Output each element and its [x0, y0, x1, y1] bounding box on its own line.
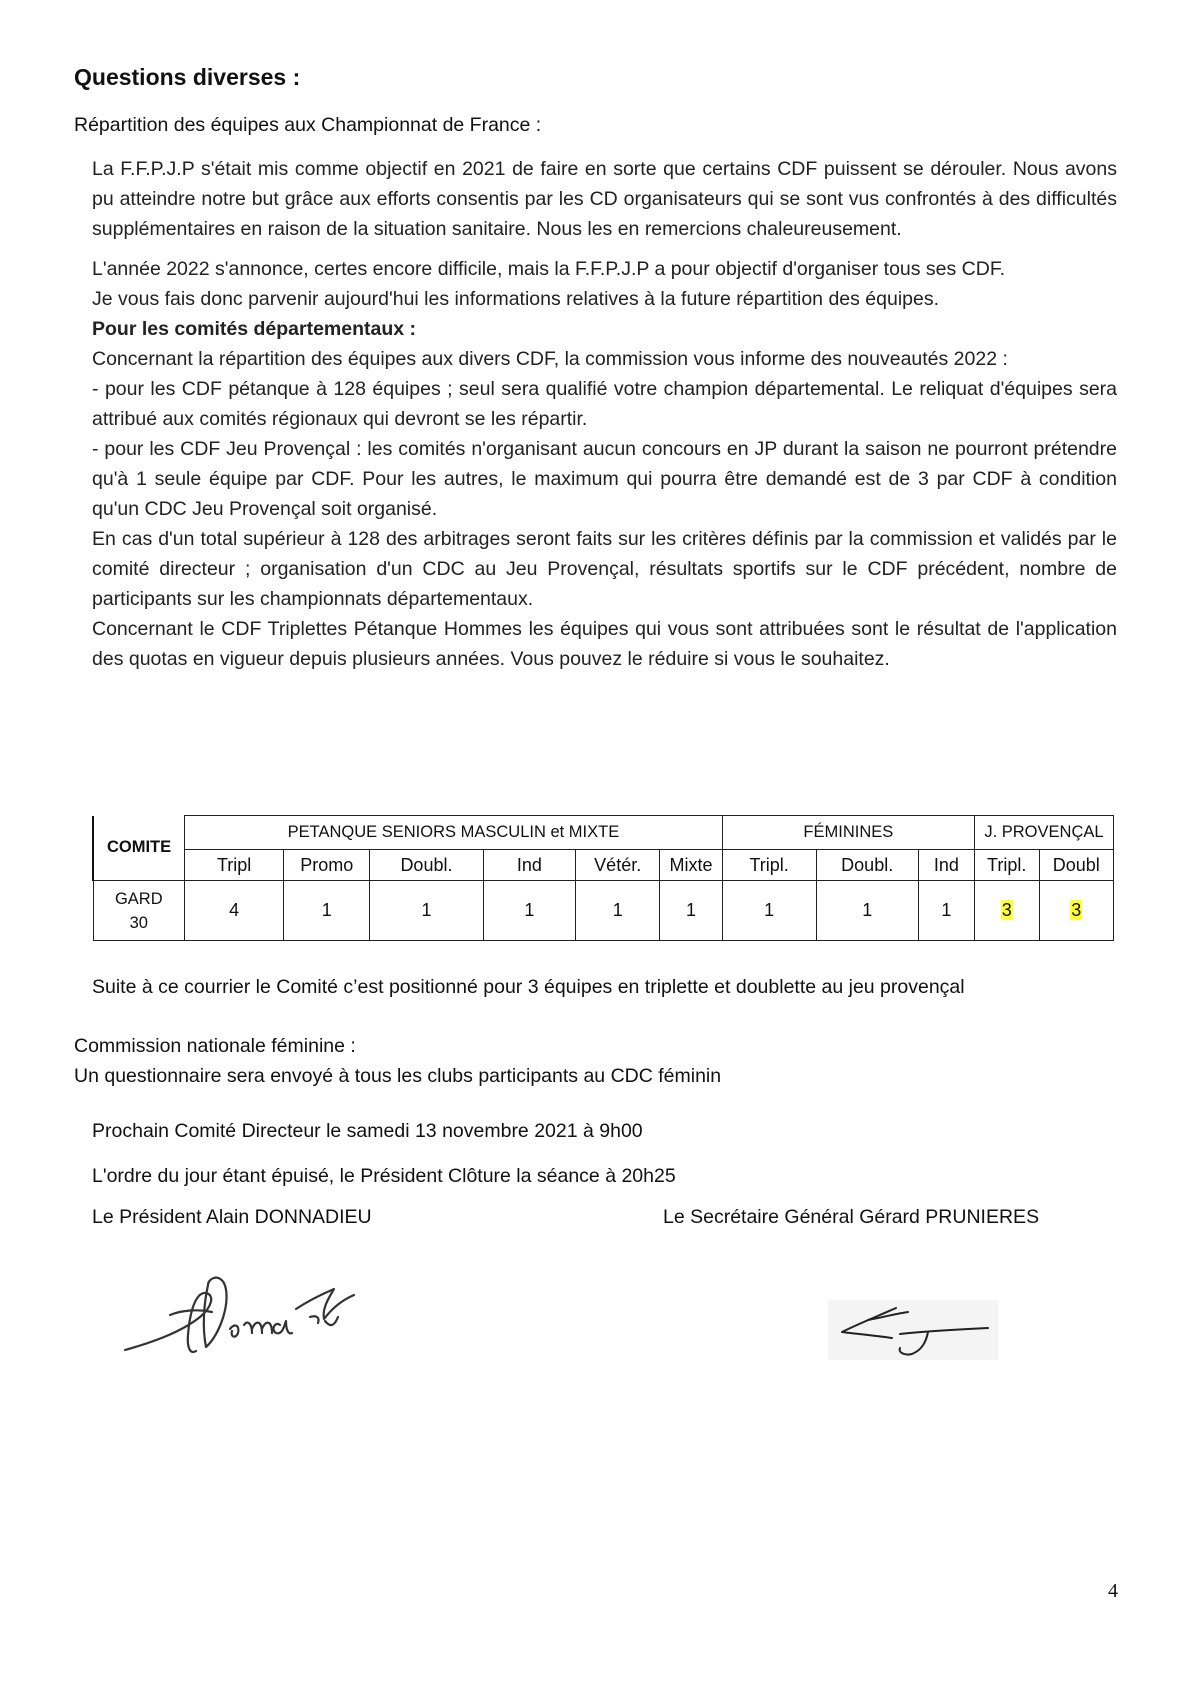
paragraph-triplettes-hommes: Concernant le CDF Triplettes Pétanque Hommes les équipes qui vous sont attribuées sont le résultat de l'application des quotas en vigueur depuis plusieurs années. Vous pouvez le réduire si vous le souhaitez. [92, 618, 1117, 670]
feminine-commission-text: Un questionnaire sera envoyé à tous les clubs participants au CDC féminin [74, 1065, 722, 1087]
table-cell: 1 [918, 881, 974, 941]
table-cell: 1 [816, 881, 918, 941]
next-meeting: Prochain Comité Directeur le samedi 13 novembre 2021 à 9h00 [92, 1120, 643, 1142]
body-text [92, 154, 1117, 674]
table-cell: 1 [722, 881, 816, 941]
group-petanque-seniors: PETANQUE SENIORS MASCULIN et MIXTE [185, 816, 723, 850]
row-label [93, 881, 185, 941]
table-cell: 1 [576, 881, 660, 941]
column-header: Tripl [185, 850, 284, 881]
highlighted-value: 3 [1001, 900, 1012, 920]
table-cell: 1 [660, 881, 723, 941]
paragraph-objective-2021: La F.F.P.J.P s'était mis comme objectif en 2021 de faire en sorte que certains CDF puissent se dérouler. Nous avons pu atteindre notre but grâce aux efforts consentis par les CD organisateurs qui se sont vus confrontés à des difficultés supplémentaires en raison de la situation sanitaire. Nous les en remercions chaleureusement. [92, 158, 1117, 240]
section-title-feminine: Commission nationale féminine : [74, 1035, 356, 1057]
paragraph-petanque-128: - pour les CDF pétanque à 128 équipes ; seul sera qualifié votre champion départemental. Le reliquat d'équipes sera attribué aux comités régionaux qui devront se les répartir. [92, 378, 1117, 430]
column-header: Doubl. [370, 850, 483, 881]
table-row [93, 881, 1114, 941]
row-label-name: GARD [114, 889, 163, 908]
president-name: Le Président Alain DONNADIEU [92, 1206, 372, 1228]
column-header: Doubl [1039, 850, 1113, 881]
section-title-repartition: Répartition des équipes aux Championnat de France : [74, 114, 542, 136]
row-label-number: 30 [129, 913, 148, 932]
table-cell: 1 [284, 881, 370, 941]
secretary-signature [828, 1300, 998, 1360]
group-feminines: FÉMININES [722, 816, 974, 850]
quota-table [92, 815, 1114, 941]
table-cell-highlighted [974, 881, 1039, 941]
secretary-name: Le Secrétaire Général Gérard PRUNIERES [663, 1206, 1040, 1228]
paragraph-information: Je vous fais donc parvenir aujourd'hui les informations relatives à la future répartition des équipes. [92, 288, 940, 310]
page-number: 4 [1108, 1580, 1118, 1602]
column-header: Vétér. [576, 850, 660, 881]
column-header: Tripl. [722, 850, 816, 881]
column-header: Ind [483, 850, 576, 881]
section-heading: Questions diverses : [74, 64, 301, 90]
table-cell: 1 [483, 881, 576, 941]
column-header: Tripl. [974, 850, 1039, 881]
table-cell: 4 [185, 881, 284, 941]
column-header: Promo [284, 850, 370, 881]
highlighted-value: 3 [1071, 900, 1082, 920]
subheading-departmental-committees: Pour les comités départementaux : [92, 318, 417, 340]
comite-header: COMITE [93, 816, 185, 881]
paragraph-jeu-provencal: - pour les CDF Jeu Provençal : les comités n'organisant aucun concours en JP durant la saison ne pourront prétendre qu'à 1 seule équipe par CDF. Pour les autres, le maximum qui pourra être demandé est de 3 par CDF à condition qu'un CDC Jeu Provençal soit organisé. [92, 438, 1117, 520]
column-header: Mixte [660, 850, 723, 881]
table-cell-highlighted [1039, 881, 1113, 941]
paragraph-arbitrages: En cas d'un total supérieur à 128 des arbitrages seront faits sur les critères définis par la commission et validés par le comité directeur ; organisation d'un CDC au Jeu Provençal, résultats sportifs sur le CDF précédent, nombre de participants sur les championnats départementaux. [92, 528, 1117, 610]
column-header: Ind [918, 850, 974, 881]
group-jeu-provencal: J. PROVENÇAL [974, 816, 1113, 850]
table-cell: 1 [370, 881, 483, 941]
after-table-note: Suite à ce courrier le Comité c’est positionné pour 3 équipes en triplette et doublette au jeu provençal [92, 976, 965, 998]
closing-statement: L'ordre du jour étant épuisé, le Président Clôture la séance à 20h25 [92, 1165, 676, 1187]
paragraph-2022: L'année 2022 s'annonce, certes encore difficile, mais la F.F.P.J.P a pour objectif d'organiser tous ses CDF. [92, 258, 1006, 280]
column-header: Doubl. [816, 850, 918, 881]
paragraph-nouveautes: Concernant la répartition des équipes aux divers CDF, la commission vous informe des nouveautés 2022 : [92, 348, 1008, 370]
president-signature [120, 1255, 360, 1365]
